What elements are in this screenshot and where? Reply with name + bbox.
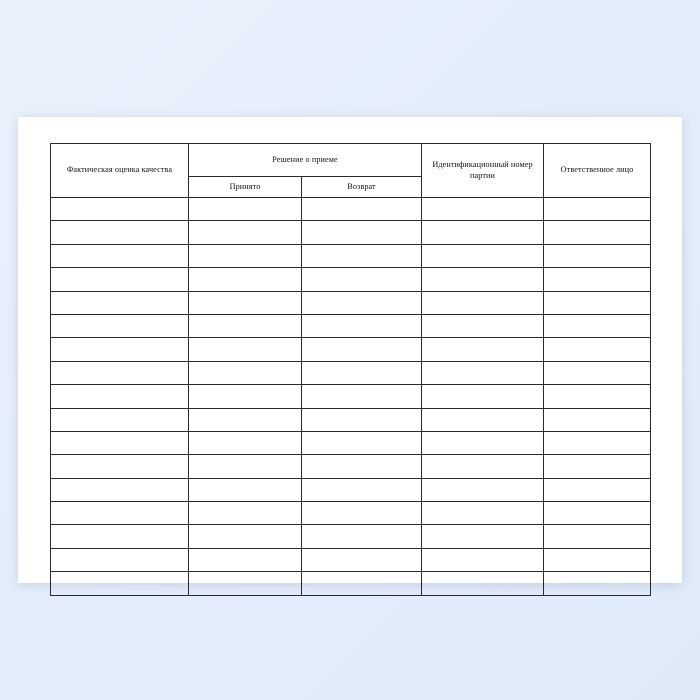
table-cell[interactable]	[51, 502, 189, 525]
table-row[interactable]	[51, 268, 651, 291]
table-row[interactable]	[51, 198, 651, 221]
table-cell[interactable]	[189, 291, 302, 314]
table-cell[interactable]	[189, 361, 302, 384]
table-cell[interactable]	[51, 385, 189, 408]
table-cell[interactable]	[544, 502, 651, 525]
table-cell[interactable]	[51, 291, 189, 314]
table-cell[interactable]	[51, 221, 189, 244]
table-cell[interactable]	[302, 408, 422, 431]
table-cell[interactable]	[302, 478, 422, 501]
table-cell[interactable]	[189, 314, 302, 337]
table-cell[interactable]	[51, 314, 189, 337]
table-cell[interactable]	[422, 431, 544, 454]
header-row-top	[51, 144, 651, 177]
table-cell[interactable]	[544, 431, 651, 454]
table-cell[interactable]	[51, 525, 189, 548]
table-row[interactable]	[51, 291, 651, 314]
table-cell[interactable]	[302, 431, 422, 454]
table-cell[interactable]	[422, 198, 544, 221]
table-cell[interactable]	[422, 455, 544, 478]
table-cell[interactable]	[302, 455, 422, 478]
table-cell[interactable]	[544, 361, 651, 384]
table-cell[interactable]	[51, 431, 189, 454]
table-row[interactable]	[51, 221, 651, 244]
table-cell[interactable]	[544, 268, 651, 291]
table-row[interactable]	[51, 431, 651, 454]
table-cell[interactable]	[544, 244, 651, 267]
table-cell[interactable]	[51, 198, 189, 221]
table-row[interactable]	[51, 548, 651, 571]
table-header	[51, 144, 651, 198]
table-row[interactable]	[51, 525, 651, 548]
table-cell[interactable]	[422, 502, 544, 525]
table-row[interactable]	[51, 572, 651, 595]
table-cell[interactable]	[189, 548, 302, 571]
table-row[interactable]	[51, 338, 651, 361]
table-cell[interactable]	[189, 338, 302, 361]
table-cell[interactable]	[189, 502, 302, 525]
table-cell[interactable]	[544, 525, 651, 548]
table-cell[interactable]	[544, 314, 651, 337]
table-row[interactable]	[51, 408, 651, 431]
table-cell[interactable]	[422, 408, 544, 431]
table-cell[interactable]	[544, 548, 651, 571]
table-cell[interactable]	[422, 314, 544, 337]
table-cell[interactable]	[544, 455, 651, 478]
table-cell[interactable]	[189, 455, 302, 478]
table-cell[interactable]	[544, 291, 651, 314]
table-cell[interactable]	[51, 548, 189, 571]
table-cell[interactable]	[302, 525, 422, 548]
table-cell[interactable]	[51, 361, 189, 384]
table-cell[interactable]	[422, 385, 544, 408]
table-row[interactable]	[51, 478, 651, 501]
table-cell[interactable]	[422, 268, 544, 291]
table-row[interactable]	[51, 244, 651, 267]
table-cell[interactable]	[422, 244, 544, 267]
table-cell[interactable]	[302, 221, 422, 244]
table-cell[interactable]	[302, 361, 422, 384]
table-cell[interactable]	[51, 455, 189, 478]
table-row[interactable]	[51, 502, 651, 525]
table-row[interactable]	[51, 361, 651, 384]
table-cell[interactable]	[302, 291, 422, 314]
table-cell[interactable]	[544, 385, 651, 408]
acceptance-log-table	[50, 143, 651, 596]
table-cell[interactable]	[302, 338, 422, 361]
table-cell[interactable]	[544, 198, 651, 221]
table-cell[interactable]	[302, 198, 422, 221]
table-cell[interactable]	[302, 548, 422, 571]
table-cell[interactable]	[422, 572, 544, 595]
table-cell[interactable]	[422, 291, 544, 314]
table-cell[interactable]	[189, 408, 302, 431]
table-cell[interactable]	[302, 385, 422, 408]
table-row[interactable]	[51, 385, 651, 408]
table-cell[interactable]	[302, 502, 422, 525]
table-cell[interactable]	[422, 478, 544, 501]
table-cell[interactable]	[544, 408, 651, 431]
table-cell[interactable]	[544, 221, 651, 244]
table-container	[50, 143, 650, 596]
table-cell[interactable]	[302, 572, 422, 595]
column-header-responsible: Ответственное лицо	[544, 144, 651, 198]
table-cell[interactable]	[302, 244, 422, 267]
table-cell[interactable]	[51, 478, 189, 501]
table-cell[interactable]	[189, 198, 302, 221]
document-page	[18, 117, 682, 583]
table-cell[interactable]	[189, 572, 302, 595]
table-cell[interactable]	[422, 338, 544, 361]
table-cell[interactable]	[302, 268, 422, 291]
table-cell[interactable]	[51, 572, 189, 595]
table-cell[interactable]	[51, 408, 189, 431]
table-cell[interactable]	[189, 525, 302, 548]
column-header-returned: Возврат	[302, 177, 422, 198]
table-cell[interactable]	[422, 548, 544, 571]
table-cell[interactable]	[422, 221, 544, 244]
table-cell[interactable]	[189, 431, 302, 454]
table-cell[interactable]	[51, 338, 189, 361]
table-cell[interactable]	[189, 221, 302, 244]
column-header-quality: Фактическая оценка качества	[51, 144, 189, 198]
table-cell[interactable]	[422, 525, 544, 548]
table-body	[51, 198, 651, 596]
table-row[interactable]	[51, 455, 651, 478]
table-cell[interactable]	[544, 478, 651, 501]
table-cell[interactable]	[189, 244, 302, 267]
table-cell[interactable]	[302, 314, 422, 337]
table-cell[interactable]	[51, 244, 189, 267]
table-cell[interactable]	[189, 268, 302, 291]
table-row[interactable]	[51, 314, 651, 337]
column-header-decision: Решение о приеме	[189, 144, 422, 177]
column-header-accepted: Принято	[189, 177, 302, 198]
table-cell[interactable]	[544, 572, 651, 595]
table-cell[interactable]	[189, 478, 302, 501]
table-cell[interactable]	[51, 268, 189, 291]
table-cell[interactable]	[422, 361, 544, 384]
table-cell[interactable]	[189, 385, 302, 408]
column-header-batch-id: Идентификационный номер партии	[422, 144, 544, 198]
table-cell[interactable]	[544, 338, 651, 361]
